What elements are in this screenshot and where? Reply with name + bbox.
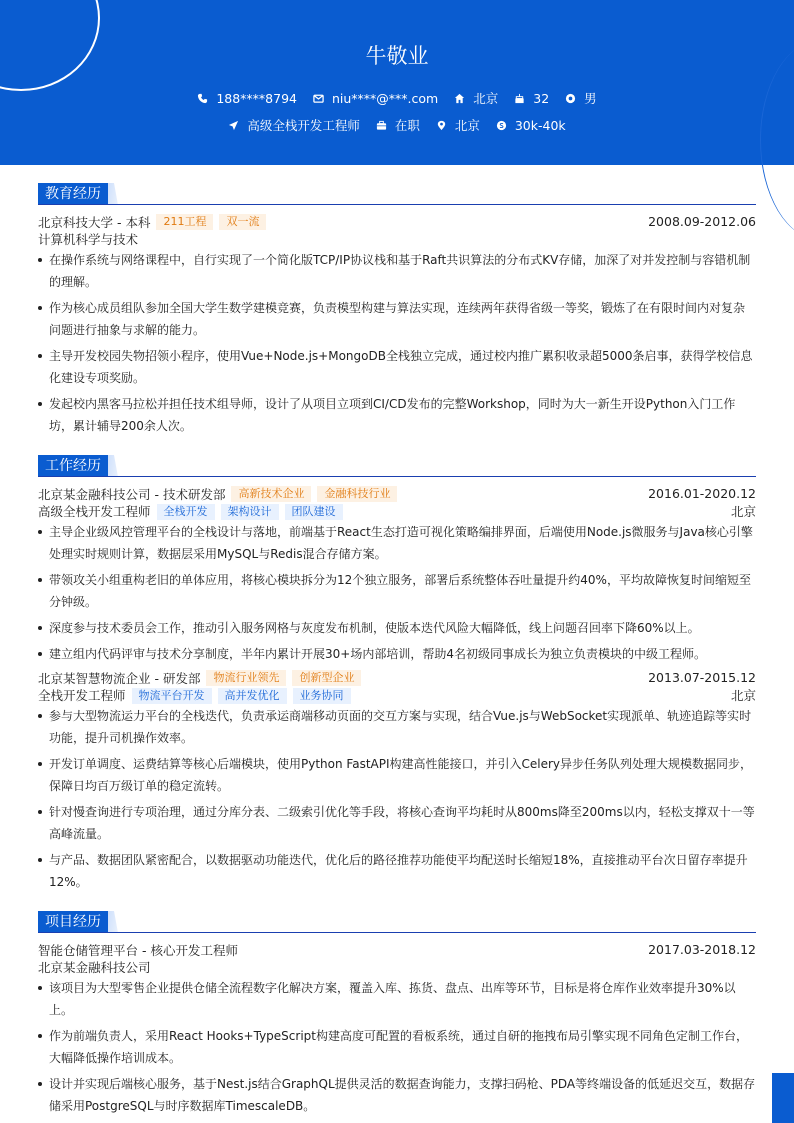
job-bullets xyxy=(38,521,756,669)
contact-row xyxy=(0,89,794,107)
list-item: 作为前端负责人，采用React Hooks+TypeScript构建高度可配置的看板系统，通过自研的拖拽布局引擎实现不同角色定制工作台，大幅降低操作培训成本。 xyxy=(38,1025,756,1069)
job-entry-header xyxy=(38,485,756,503)
job-entry-header xyxy=(38,669,756,687)
money-icon xyxy=(496,120,507,131)
briefcase-icon xyxy=(376,120,387,131)
candidate-name: 牛敬业 xyxy=(365,44,429,68)
gender-text: 男 xyxy=(584,91,597,106)
project-company: 北京某金融科技公司 xyxy=(38,960,151,975)
target-position-text: 高级全栈开发工程师 xyxy=(247,118,360,133)
job-bullets xyxy=(38,705,756,897)
list-item: 针对慢查询进行专项治理，通过分库分表、二级索引优化等手段，将核心查询平均耗时从800ms降至200ms以内，轻松支撑双十一等高峰流量。 xyxy=(38,801,756,845)
project-company-row xyxy=(38,959,756,977)
job-status-item xyxy=(376,116,420,134)
list-item: 建立组内代码评审与技术分享制度，半年内累计开展30+场内部培训，帮助4名初级同事成长为独立负责模块的中级工程师。 xyxy=(38,643,756,665)
company-name: 北京某智慧物流企业 - 研发部 xyxy=(38,671,201,686)
list-item: 发起校内黑客马拉松并担任技术组导师，设计了从项目立项到CI/CD发布的完整Workshop，同时为大一新生开设Python入门工作坊，累计辅导200余人次。 xyxy=(38,393,756,437)
list-item: 主导开发校园失物招领小程序，使用Vue+Node.js+MongoDB全栈独立完成，通过校内推广累积收录超5000条启事，获得学校信息化建设专项奖励。 xyxy=(38,345,756,389)
education-section-title: 教育经历 xyxy=(38,183,108,205)
skill-tag: 团队建设 xyxy=(285,504,343,520)
education-entry-header xyxy=(38,213,756,231)
company-tag: 物流行业领先 xyxy=(206,670,286,686)
skill-tag: 架构设计 xyxy=(221,504,279,520)
salary-text: 30k-40k xyxy=(514,117,566,133)
hometown-item xyxy=(454,89,498,107)
project-name: 智能仓储管理平台 - 核心开发工程师 xyxy=(38,943,238,958)
list-item: 该项目为大型零售企业提供仓储全流程数字化解决方案，覆盖入库、拣货、盘点、出库等环节，目标是将仓库作业效率提升30%以上。 xyxy=(38,977,756,1021)
section-title-accent xyxy=(108,911,118,933)
section-title-accent xyxy=(108,455,118,477)
send-icon xyxy=(228,120,239,131)
education-tag: 双一流 xyxy=(219,214,266,230)
age-text: 32 xyxy=(533,90,550,106)
section-divider xyxy=(38,932,756,933)
company-tag: 高新技术企业 xyxy=(231,486,311,502)
project-period: 2017.03-2018.12 xyxy=(648,942,756,957)
age-item xyxy=(514,91,549,106)
project-bullets xyxy=(38,977,756,1121)
job-city: 北京 xyxy=(730,688,756,703)
education-bullets xyxy=(38,249,756,441)
job-period: 2013.07-2015.12 xyxy=(648,670,756,685)
job-position: 全栈开发工程师 xyxy=(38,688,126,703)
education-tag: 211工程 xyxy=(156,214,213,230)
school-name: 北京科技大学 - 本科 xyxy=(38,215,151,230)
major-name: 计算机科学与技术 xyxy=(38,232,139,247)
section-divider xyxy=(38,204,756,205)
skill-tag: 业务协同 xyxy=(293,688,351,704)
email-item xyxy=(313,91,438,106)
section-title-accent xyxy=(108,183,118,205)
job-status-text: 在职 xyxy=(394,118,420,133)
list-item: 开发订单调度、运费结算等核心后端模块，使用Python FastAPI构建高性能接口，并引入Celery异步任务队列处理大规模数据同步，保障日均百万级订单的稳定流转。 xyxy=(38,753,756,797)
list-item: 设计并实现后端核心服务，基于Nest.js结合GraphQL提供灵活的数据查询能力，支撑扫码枪、PDA等终端设备的低延迟交互，数据存储采用PostgreSQL与时序数据库TimescaleDB。 xyxy=(38,1073,756,1117)
phone-text: 188****8794 xyxy=(216,90,297,106)
list-item: 在操作系统与网络课程中，自行实现了一个简化版TCP/IP协议栈和基于Raft共识算法的分布式KV存储，加深了对并发控制与容错机制的理解。 xyxy=(38,249,756,293)
work-section-header xyxy=(38,455,756,477)
cake-icon xyxy=(514,93,525,104)
education-section-header xyxy=(38,183,756,205)
salary-item xyxy=(496,118,566,133)
company-tag: 金融科技行业 xyxy=(317,486,397,502)
project-section-title: 项目经历 xyxy=(38,911,108,933)
email-text: niu****@***.com xyxy=(331,90,439,106)
list-item: 深度参与技术委员会工作，推动引入服务网格与灰度发布机制，使版本迭代风险大幅降低，线上问题召回率下降60%以上。 xyxy=(38,617,756,639)
skill-tag: 全栈开发 xyxy=(157,504,215,520)
job-position-row xyxy=(38,503,756,521)
resume-header xyxy=(0,0,794,165)
target-city-text: 北京 xyxy=(454,118,480,133)
list-item: 作为核心成员组队参加全国大学生数学建模竞赛，负责模型构建与算法实现，连续两年获得省级一等奖，锻炼了在有限时间内对复杂问题进行抽象与求解的能力。 xyxy=(38,297,756,341)
home-icon xyxy=(454,93,465,104)
company-tag: 创新型企业 xyxy=(292,670,361,686)
project-section-header xyxy=(38,911,756,933)
job-position: 高级全栈开发工程师 xyxy=(38,504,151,519)
gender-icon xyxy=(565,93,576,104)
skill-tag: 高并发优化 xyxy=(218,688,287,704)
job-position-row xyxy=(38,687,756,705)
section-divider xyxy=(38,476,756,477)
list-item: 参与大型物流运力平台的全栈迭代，负责承运商端移动页面的交互方案与实现，结合Vue.js与WebSocket实现派单、轨迹追踪等实时功能，提升司机操作效率。 xyxy=(38,705,756,749)
decorative-block xyxy=(772,1073,794,1123)
education-period: 2008.09-2012.06 xyxy=(648,214,756,229)
company-name: 北京某金融科技公司 - 技术研发部 xyxy=(38,487,226,502)
gender-item xyxy=(565,89,597,107)
skill-tag: 物流平台开发 xyxy=(132,688,212,704)
phone-icon xyxy=(197,93,208,104)
education-major xyxy=(38,231,756,249)
job-intent-row xyxy=(0,116,794,134)
list-item: 与产品、数据团队紧密配合，以数据驱动功能迭代，优化后的路径推荐功能使平均配送时长缩短18%，直接推动平台次日留存率提升12%。 xyxy=(38,849,756,893)
job-period: 2016.01-2020.12 xyxy=(648,486,756,501)
work-section-title: 工作经历 xyxy=(38,455,108,477)
phone-item xyxy=(197,91,297,106)
target-position-item xyxy=(228,116,360,134)
target-city-item xyxy=(436,116,480,134)
project-entry-header xyxy=(38,941,756,959)
list-item: 主导企业级风控管理平台的全栈设计与落地，前端基于React生态打造可视化策略编排界面，后端使用Node.js微服务与Java核心引擎处理实时规则计算，数据层采用MySQL与Redis混合存储方案。 xyxy=(38,521,756,565)
job-city: 北京 xyxy=(730,504,756,519)
location-icon xyxy=(436,120,447,131)
list-item: 带领攻关小组重构老旧的单体应用，将核心模块拆分为12个独立服务，部署后系统整体吞吐量提升约40%，平均故障恢复时间缩短至分钟级。 xyxy=(38,569,756,613)
hometown-text: 北京 xyxy=(473,91,499,106)
mail-icon xyxy=(313,93,324,104)
